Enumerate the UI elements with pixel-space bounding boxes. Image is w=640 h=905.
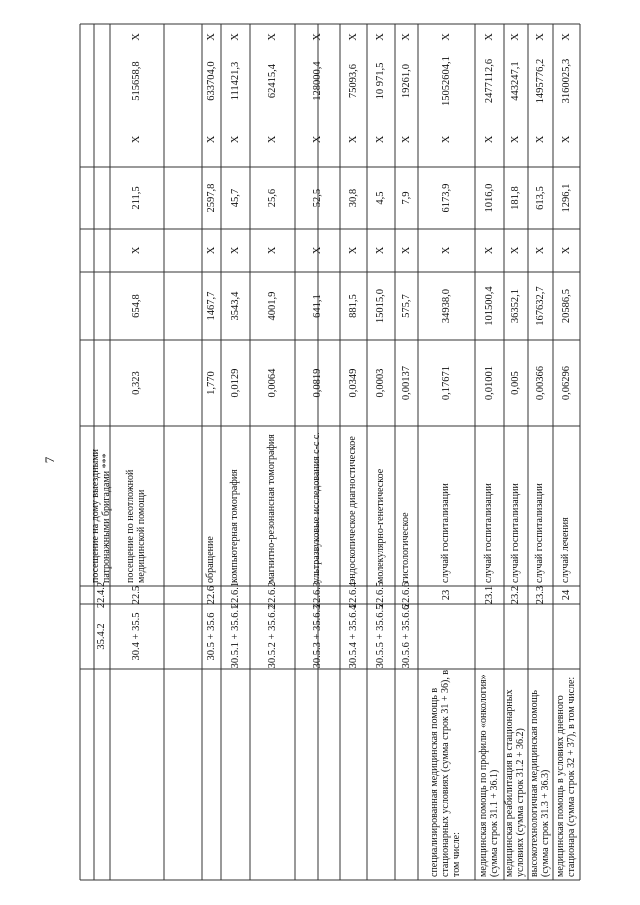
cell-c5: X <box>229 246 241 255</box>
page-number: 7 <box>42 456 57 464</box>
cell-cost: 15015,0 <box>375 288 387 324</box>
cell-line: 30.5.1 + 35.6.1 <box>229 604 241 669</box>
cell-c6: 613,5 <box>534 186 546 210</box>
cell-c6: 2597,8 <box>205 183 217 213</box>
cell-c7: X <box>400 135 412 144</box>
cell-num: 22.6.4 <box>347 581 359 609</box>
cell-norm: 0,01001 <box>483 365 495 401</box>
cell-unit: посещение на дому выездными патронажными бригадами *** <box>90 448 112 583</box>
cell-c8: 3160025,3 <box>560 58 572 104</box>
cell-name: специализированная медицинская помощь в стационарных условиях (сумма строк 31 + 36), в том числе: <box>429 669 462 877</box>
cell-num: 22.6.2 <box>266 581 278 609</box>
cell-cost: 881,5 <box>347 294 359 318</box>
cell-c7: X <box>510 135 522 144</box>
cell-cost: 641,1 <box>311 294 323 318</box>
cell-norm: 0,0129 <box>229 368 241 398</box>
cell-c5: X <box>440 246 452 255</box>
cell-unit: случай лечения <box>560 517 572 583</box>
cell-c9: X <box>400 33 412 41</box>
cell-c7: X <box>311 135 323 144</box>
cell-c7: X <box>483 135 495 144</box>
cell-c6: 4,5 <box>375 191 387 205</box>
cell-num: 22.6.3 <box>311 581 323 609</box>
cell-c8: 633704,0 <box>205 61 217 101</box>
cell-norm: 0,06296 <box>560 365 572 401</box>
cell-num: 24 <box>560 589 572 601</box>
cell-line: 35.4.2 <box>96 623 108 650</box>
cell-unit: компьютерная томография <box>229 469 241 583</box>
cell-name: медицинская реабилитация в стационарных условиях (сумма строк 31.2 + 36.2) <box>504 689 526 877</box>
cell-c5: X <box>131 246 143 255</box>
cell-num: 22.6.5 <box>375 581 387 609</box>
cell-num: 23.2 <box>510 585 522 605</box>
cell-c8: 2477112,6 <box>483 58 495 104</box>
cell-cost: 34938,0 <box>440 288 452 324</box>
cell-num: 22.6.1 <box>229 581 241 609</box>
cell-c5: X <box>534 246 546 255</box>
cell-cost: 575,7 <box>400 294 412 318</box>
cell-c9: X <box>229 33 241 41</box>
cell-name: медицинская помощь по профилю «онкология» (сумма строк 31.1 + 36.1) <box>477 674 500 877</box>
cell-c9: X <box>510 33 522 41</box>
cell-unit: эндоскопическое диагностическое <box>347 436 359 583</box>
cell-unit: случай госпитализации <box>440 483 452 583</box>
cell-line: 30.5.3 + 35.6.3 <box>311 604 323 669</box>
cell-norm: 0,005 <box>510 371 522 395</box>
cell-c9: X <box>205 33 217 41</box>
cell-line: 30.4 + 35.5 <box>131 612 143 661</box>
cell-c8: 15052604,1 <box>440 56 452 106</box>
cell-c7: X <box>560 135 572 144</box>
cell-c8: 1495776,2 <box>534 58 546 104</box>
cell-norm: 1,770 <box>205 371 217 395</box>
cell-line: 30.5.4 + 35.6.4 <box>347 604 359 669</box>
cell-line: 30.5.6 + 35.6.6 <box>400 604 412 669</box>
cell-c5: X <box>400 246 412 255</box>
cell-unit: магнитно-резонансная томография <box>266 434 278 583</box>
cell-c6: 25,6 <box>266 188 278 208</box>
cell-num: 23.1 <box>483 585 495 605</box>
cell-c7: X <box>131 135 143 144</box>
cell-c6: 6173,9 <box>440 183 452 213</box>
cell-c9: X <box>483 33 495 41</box>
cell-norm: 0,0003 <box>375 368 387 398</box>
cell-cost: 1467,7 <box>205 291 217 321</box>
cell-c6: 1016,0 <box>483 183 495 213</box>
cell-unit: ультразвуковые исследования с-с с. <box>311 432 323 583</box>
cell-unit: случай госпитализации <box>534 483 546 583</box>
cell-c8: 75093,6 <box>347 63 359 99</box>
cell-c9: X <box>311 33 323 41</box>
cell-c6: 52,5 <box>311 188 323 208</box>
cell-unit: случай госпитализации <box>483 483 495 583</box>
cell-line: 30.5 + 35.6 <box>205 612 217 661</box>
cell-name: высокотехнологичная медицинская помощь (сумма строк 31.3 + 36.3) <box>528 690 551 877</box>
cell-cost: 654,8 <box>131 294 143 318</box>
cell-c5: X <box>311 246 323 255</box>
cell-c8: 111421,3 <box>229 61 241 101</box>
cell-c9: X <box>560 33 572 41</box>
cell-norm: 0,0819 <box>311 368 323 398</box>
cell-c9: X <box>534 33 546 41</box>
cell-c8: 128000,4 <box>311 61 323 101</box>
cell-num: 22.4.2 <box>96 581 108 609</box>
cell-cost: 3543,4 <box>229 291 241 321</box>
cell-unit: посещение по неотложной медицинской помощи <box>125 469 147 583</box>
cell-line: 30.5.2 + 35.6.2 <box>266 604 278 669</box>
cell-c6: 30,8 <box>347 188 359 208</box>
cell-c8: 62415,4 <box>266 63 278 99</box>
cell-cost: 4001,9 <box>266 291 278 321</box>
cell-c5: X <box>375 246 387 255</box>
cell-unit: случай госпитализации <box>509 483 521 583</box>
cell-norm: 0,17671 <box>440 365 452 401</box>
cell-c8: 19261,0 <box>400 63 412 99</box>
cell-c6: 1296,1 <box>560 183 572 213</box>
cell-num: 22.5 <box>131 585 143 605</box>
cell-norm: 0,0349 <box>347 368 359 398</box>
cell-norm: 0,00366 <box>534 365 546 401</box>
cell-num: 23 <box>440 589 452 601</box>
cell-cost: 20586,5 <box>560 288 572 324</box>
cell-c8: 443247,1 <box>510 61 522 101</box>
cell-norm: 0,0064 <box>266 368 278 398</box>
cell-num: 23.3 <box>534 585 546 605</box>
cell-num: 22.6 <box>205 585 217 605</box>
cell-c5: X <box>205 246 217 255</box>
cell-c7: X <box>347 135 359 144</box>
cell-c9: X <box>440 33 452 41</box>
cell-c7: X <box>229 135 241 144</box>
cell-c6: 45,7 <box>229 188 241 208</box>
cell-unit: молекулярно-генетическое <box>374 468 386 583</box>
cell-cost: 167632,7 <box>534 286 546 326</box>
cell-line: 30.5.5 + 35.6.5 <box>375 604 387 669</box>
cell-c6: 181,8 <box>510 186 522 210</box>
cell-c7: X <box>534 135 546 144</box>
cell-c7: X <box>205 135 217 144</box>
cell-cost: 101500,4 <box>483 286 495 326</box>
cell-cost: 36352,1 <box>510 288 522 324</box>
cell-c5: X <box>560 246 572 255</box>
cell-name: медицинская помощь в условиях дневного стационара (сумма строк 32 + 37), в том числе: <box>554 676 577 877</box>
cell-c7: X <box>266 135 278 144</box>
cell-c5: X <box>266 246 278 255</box>
cell-c9: X <box>131 33 143 41</box>
cell-c5: X <box>483 246 495 255</box>
cell-c7: X <box>440 135 452 144</box>
cell-c9: X <box>347 33 359 41</box>
cell-c7: X <box>375 135 387 144</box>
cell-c5: X <box>347 246 359 255</box>
cell-c8: 515658,8 <box>131 61 143 101</box>
cell-c9: X <box>266 33 278 41</box>
cell-unit: гистологическое <box>400 512 412 583</box>
cell-c5: X <box>510 246 522 255</box>
cell-norm: 0,323 <box>131 371 143 395</box>
cell-num: 22.6.6 <box>400 581 412 609</box>
cell-norm: 0,00137 <box>400 365 412 401</box>
cell-c8: 10 971,5 <box>375 62 387 100</box>
cell-c9: X <box>375 33 387 41</box>
cell-c6: 211,5 <box>131 186 143 210</box>
cell-c6: 7,9 <box>400 191 412 205</box>
cell-unit: обращение <box>205 536 217 583</box>
